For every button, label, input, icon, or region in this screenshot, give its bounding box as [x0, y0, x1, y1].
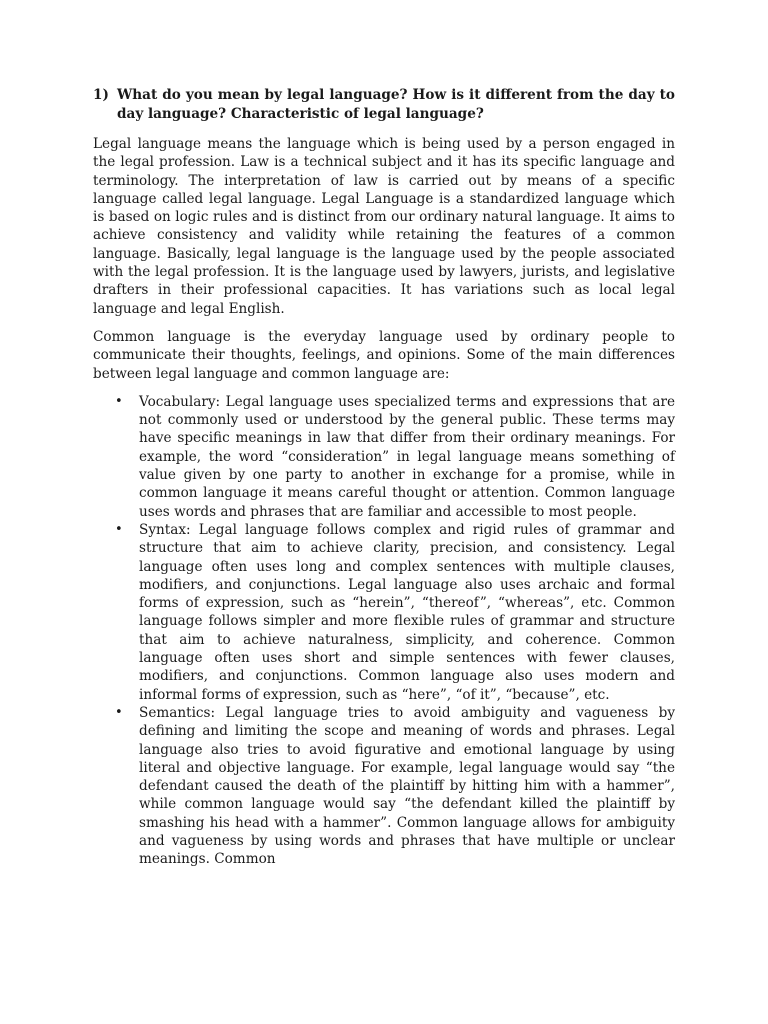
bullet-icon: • [115, 704, 123, 720]
list-item-text: Semantics: Legal language tries to avoid ambiguity and vagueness by defining and limiting the scope and meaning of words and phrases. Legal language also tries to avoid figurative and emotional language by using literal and objective language. For example, legal language would say “the defendant caused the death of the plaintiff by hitting him with a hammer”, while common language would say “the defendant killed the plaintiff by smashing his head with a hammer”. Common language allows for ambiguity and vagueness by using words and phrases that have multiple or unclear meanings. Common [139, 704, 675, 868]
bullet-icon: • [115, 393, 123, 409]
question-number: 1) [93, 87, 109, 103]
list-item-semantics [115, 704, 675, 869]
list-item-syntax [115, 521, 675, 704]
paragraph: Common language is the everyday language used by ordinary people to communicate their thoughts, feelings, and opinions. Some of the main differences between legal language and common language are: [93, 328, 675, 382]
list-item-text: Vocabulary: Legal language uses specialized terms and expressions that are not commonly used or understood by the general public. These terms may have specific meanings in law that differ from their ordinary meanings. For example, the word “consideration” in legal language means something of value given by one party to another in exchange for a promise, while in common language it means careful thought or attention. Common language uses words and phrases that are familiar and accessible to most people. [139, 393, 675, 520]
question-text: What do you mean by legal language? How is it different from the day to day language? Characteristic of legal language? [117, 87, 675, 122]
question-heading [93, 86, 675, 123]
list-item-vocabulary [115, 393, 675, 521]
document-page [93, 86, 675, 869]
differences-list [93, 393, 675, 869]
list-item-text: Syntax: Legal language follows complex and rigid rules of grammar and structure that aim to achieve clarity, precision, and consistency. Legal language often uses long and complex sentences with multiple clauses, modifiers, and conjunctions. Legal language also uses archaic and formal forms of expression, such as “herein”, “thereof”, “whereas”, etc. Common language follows simpler and more flexible rules of grammar and structure that aim to achieve naturalness, simplicity, and coherence. Common language often uses short and simple sentences with fewer clauses, modifiers, and conjunctions. Common language also uses modern and informal forms of expression, such as “here”, “of it”, “because”, etc. [139, 521, 675, 703]
bullet-icon: • [115, 521, 123, 537]
paragraph: Legal language means the language which is being used by a person engaged in the legal profession. Law is a technical subject and it has its specific language and terminology. The interpretation of law is carried out by means of a specific language called legal language. Legal Language is a standardized language which is based on logic rules and is distinct from our ordinary natural language. It aims to achieve consistency and validity while retaining the features of a common language. Basically, legal language is the language used by the people associated with the legal profession. It is the language used by lawyers, jurists, and legislative drafters in their professional capacities. It has variations such as local legal language and legal English. [93, 136, 675, 317]
